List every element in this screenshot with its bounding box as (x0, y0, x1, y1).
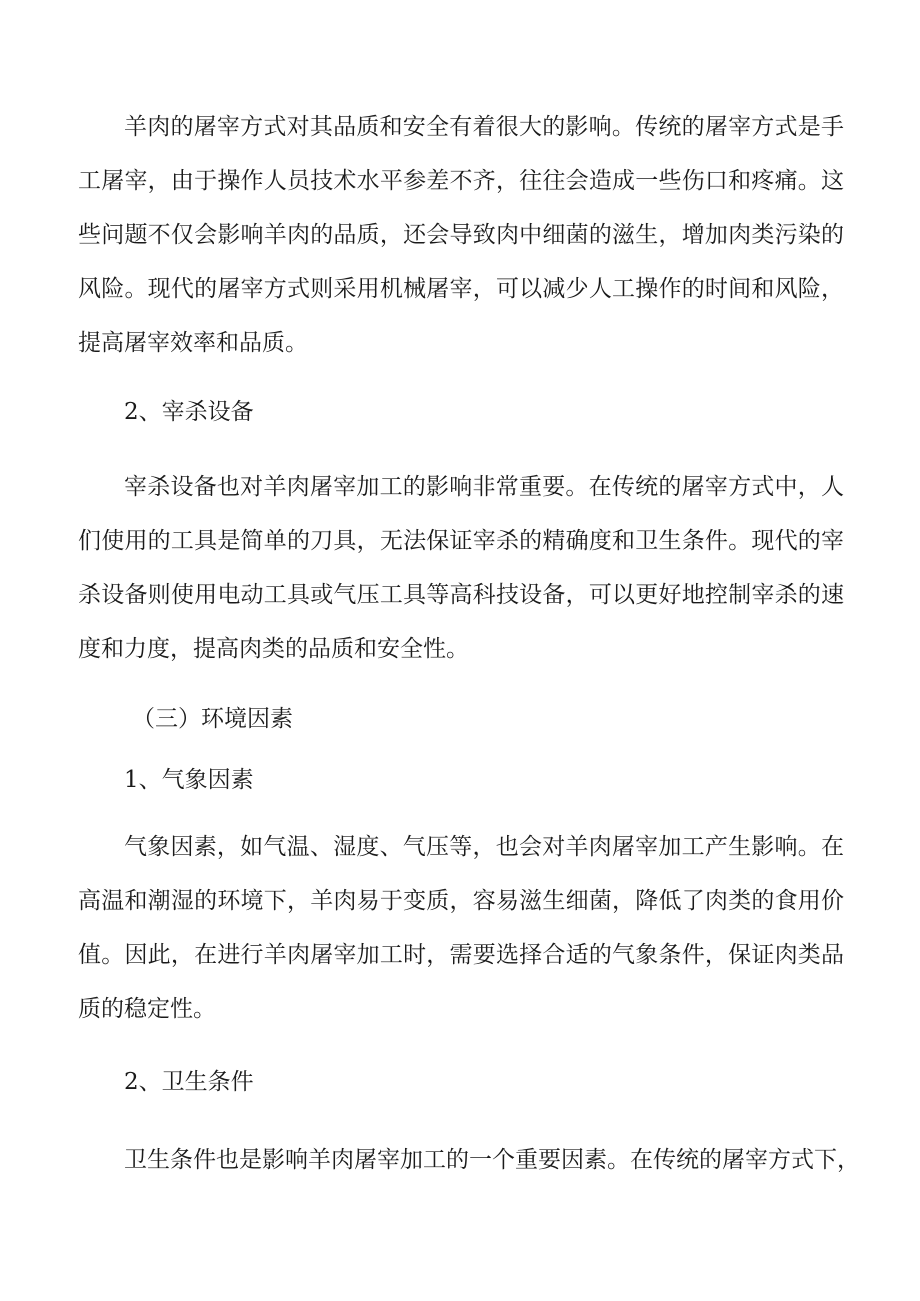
paragraph-line: 工屠宰，由于操作人员技术水平参差不齐，往往会造成一些伤口和疼痛。这 (78, 168, 844, 194)
section-heading: （三）环境因素 (132, 706, 293, 732)
subsection-heading: 2、宰杀设备 (124, 399, 254, 425)
paragraph-line: 值。因此，在进行羊肉屠宰加工时，需要选择合适的气象条件，保证肉类品 (78, 942, 844, 968)
subsection-heading: 2、卫生条件 (124, 1069, 254, 1095)
paragraph-line: 羊肉的屠宰方式对其品质和安全有着很大的影响。传统的屠宰方式是手 (124, 114, 844, 140)
paragraph-line: 风险。现代的屠宰方式则采用机械屠宰，可以减少人工操作的时间和风险， (78, 276, 844, 302)
paragraph-line: 杀设备则使用电动工具或气压工具等高科技设备，可以更好地控制宰杀的速 (78, 582, 844, 608)
paragraph-line: 气象因素，如气温、湿度、气压等，也会对羊肉屠宰加工产生影响。在 (124, 834, 844, 860)
paragraph-line: 们使用的工具是简单的刀具，无法保证宰杀的精确度和卫生条件。现代的宰 (78, 528, 844, 554)
paragraph-line: 些问题不仅会影响羊肉的品质，还会导致肉中细菌的滋生，增加肉类污染的 (78, 222, 844, 248)
paragraph-line: 质的稳定性。 (78, 996, 216, 1022)
paragraph-line: 提高屠宰效率和品质。 (78, 330, 308, 356)
paragraph-line: 高温和潮湿的环境下，羊肉易于变质，容易滋生细菌，降低了肉类的食用价 (78, 888, 844, 914)
paragraph-line: 度和力度，提高肉类的品质和安全性。 (78, 636, 469, 662)
paragraph-line: 宰杀设备也对羊肉屠宰加工的影响非常重要。在传统的屠宰方式中，人 (124, 474, 844, 500)
subsection-heading: 1、气象因素 (124, 767, 254, 793)
paragraph-line: 卫生条件也是影响羊肉屠宰加工的一个重要因素。在传统的屠宰方式下， (124, 1147, 860, 1173)
